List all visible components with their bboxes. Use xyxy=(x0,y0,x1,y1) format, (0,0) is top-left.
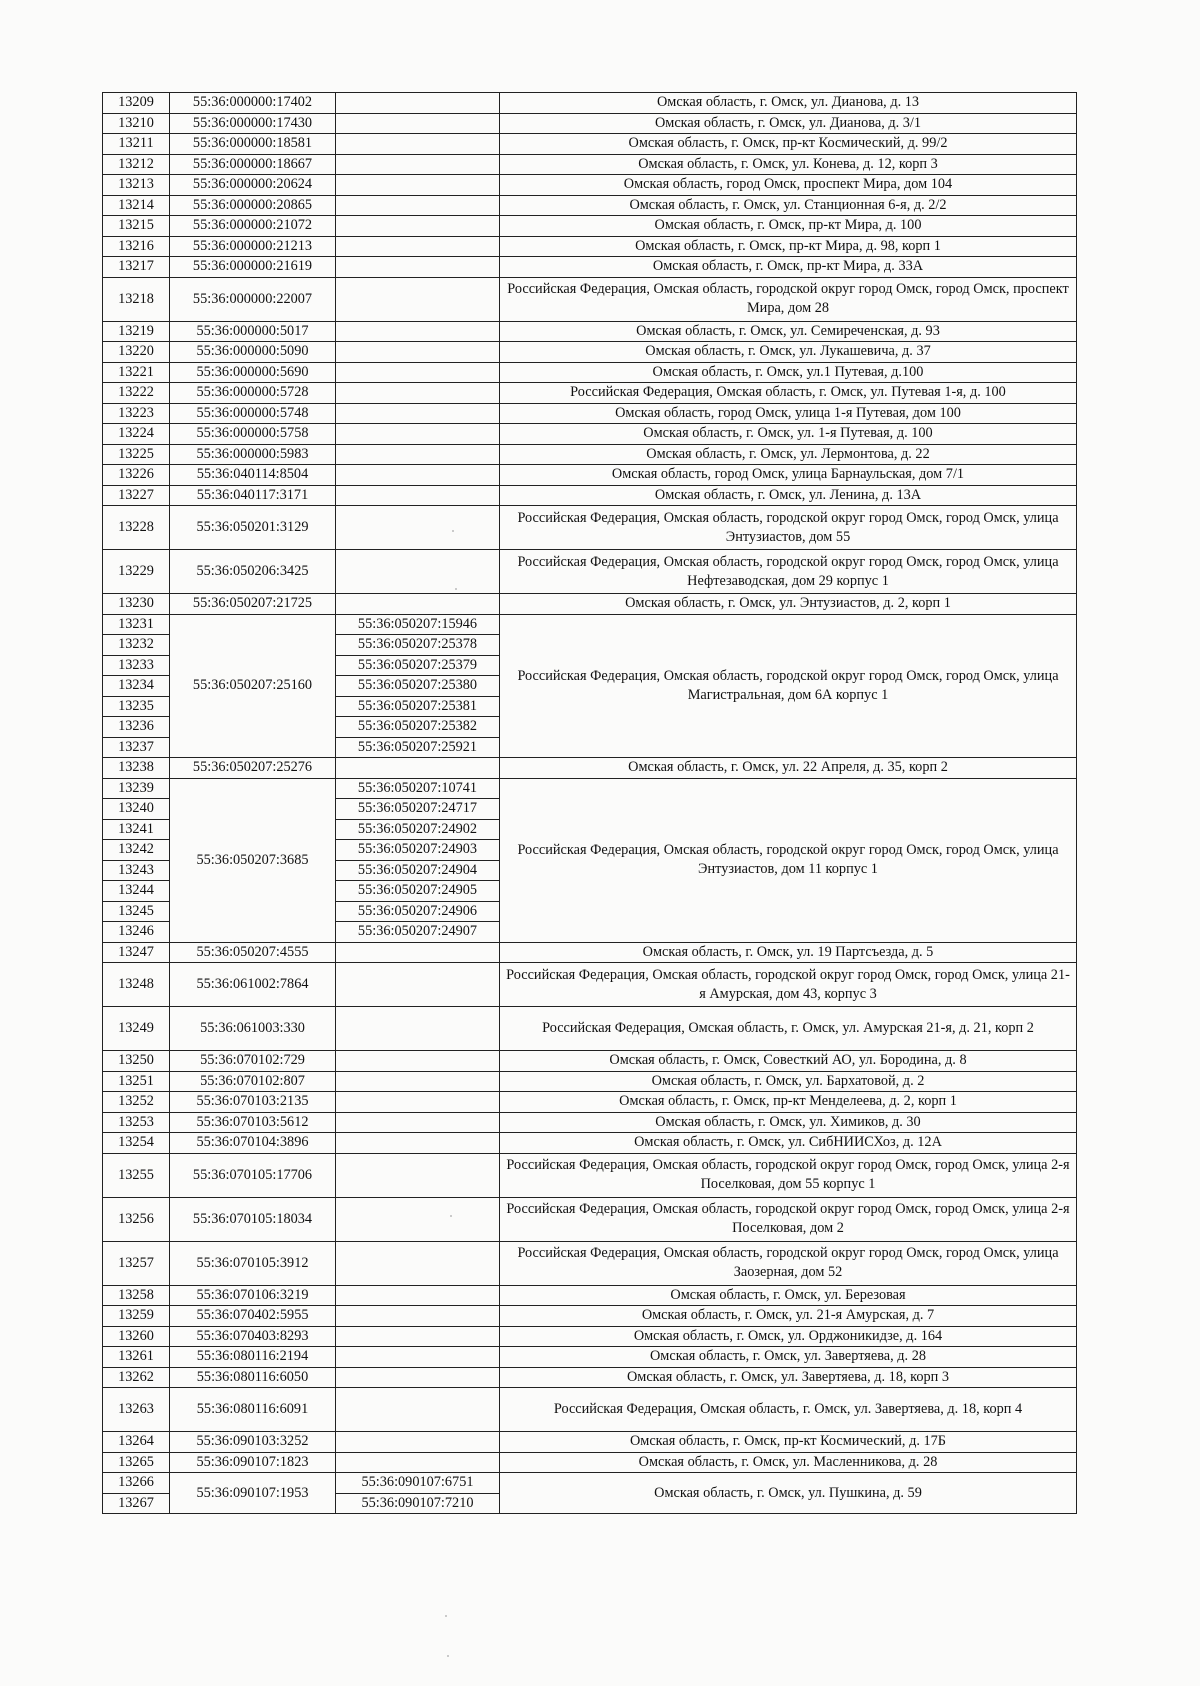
cadastral-number: 55:36:050207:4555 xyxy=(170,942,336,963)
address: Российская Федерация, Омская область, городской округ город Омск, город Омск, улица Магистральная, дом 6А корпус 1 xyxy=(500,614,1077,758)
address: Омская область, г. Омск, пр-кт Мира, д. 98, корп 1 xyxy=(500,236,1077,257)
table-row xyxy=(103,1133,1077,1154)
cadastral-number: 55:36:050207:25160 xyxy=(170,614,336,758)
sub-cadastral-number xyxy=(336,175,500,196)
address: Омская область, г. Омск, ул. Пушкина, д. 59 xyxy=(500,1473,1077,1514)
row-number: 13246 xyxy=(103,922,170,943)
table-row xyxy=(103,321,1077,342)
cadastral-number: 55:36:000000:20865 xyxy=(170,195,336,216)
address: Омская область, г. Омск, ул. Дианова, д. 13 xyxy=(500,93,1077,114)
sub-cadastral-number xyxy=(336,506,500,550)
cadastral-number: 55:36:000000:21619 xyxy=(170,257,336,278)
row-number: 13263 xyxy=(103,1388,170,1432)
address: Российская Федерация, Омская область, г. Омск, ул. Завертяева, д. 18, корп 4 xyxy=(500,1388,1077,1432)
address: Российская Федерация, Омская область, городской округ город Омск, город Омск, улица Энтузиастов, дом 11 корпус 1 xyxy=(500,778,1077,942)
cadastral-number: 55:36:040117:3171 xyxy=(170,485,336,506)
row-number: 13264 xyxy=(103,1432,170,1453)
table-row xyxy=(103,1092,1077,1113)
table-row xyxy=(103,614,1077,635)
row-number: 13222 xyxy=(103,383,170,404)
sub-cadastral-number xyxy=(336,277,500,321)
address: Омская область, г. Омск, ул. Лукашевича, д. 37 xyxy=(500,342,1077,363)
cadastral-number: 55:36:070103:5612 xyxy=(170,1112,336,1133)
table-row xyxy=(103,1241,1077,1285)
cadastral-number: 55:36:000000:21072 xyxy=(170,216,336,237)
sub-cadastral-number xyxy=(336,1112,500,1133)
address: Омская область, г. Омск, ул.1 Путевая, д.100 xyxy=(500,362,1077,383)
table-row xyxy=(103,257,1077,278)
table-row xyxy=(103,963,1077,1007)
address: Омская область, г. Омск, ул. Станционная 6-я, д. 2/2 xyxy=(500,195,1077,216)
scan-speck xyxy=(450,1215,452,1217)
sub-cadastral-number xyxy=(336,465,500,486)
row-number: 13249 xyxy=(103,1007,170,1051)
cadastral-registry-table xyxy=(102,92,1077,1514)
row-number: 13219 xyxy=(103,321,170,342)
cadastral-number: 55:36:000000:18581 xyxy=(170,134,336,155)
address: Российская Федерация, Омская область, городской округ город Омск, город Омск, улица Заозерная, дом 52 xyxy=(500,1241,1077,1285)
cadastral-number: 55:36:070106:3219 xyxy=(170,1285,336,1306)
address: Омская область, г. Омск, пр-кт Космический, д. 99/2 xyxy=(500,134,1077,155)
row-number: 13237 xyxy=(103,737,170,758)
address: Российская Федерация, Омская область, городской округ город Омск, город Омск, проспект Мира, дом 28 xyxy=(500,277,1077,321)
cadastral-number: 55:36:090107:1823 xyxy=(170,1452,336,1473)
cadastral-number: 55:36:050201:3129 xyxy=(170,506,336,550)
sub-cadastral-number: 55:36:050207:24902 xyxy=(336,819,500,840)
row-number: 13257 xyxy=(103,1241,170,1285)
sub-cadastral-number xyxy=(336,1133,500,1154)
sub-cadastral-number xyxy=(336,1432,500,1453)
sub-cadastral-number xyxy=(336,444,500,465)
cadastral-number: 55:36:000000:17402 xyxy=(170,93,336,114)
table-row xyxy=(103,1388,1077,1432)
table-row xyxy=(103,1452,1077,1473)
sub-cadastral-number: 55:36:050207:25379 xyxy=(336,655,500,676)
row-number: 13225 xyxy=(103,444,170,465)
address: Российская Федерация, Омская область, г. Омск, ул. Амурская 21-я, д. 21, корп 2 xyxy=(500,1007,1077,1051)
table-row xyxy=(103,506,1077,550)
row-number: 13226 xyxy=(103,465,170,486)
sub-cadastral-number xyxy=(336,257,500,278)
row-number: 13250 xyxy=(103,1051,170,1072)
row-number: 13216 xyxy=(103,236,170,257)
cadastral-number: 55:36:000000:18667 xyxy=(170,154,336,175)
sub-cadastral-number xyxy=(336,758,500,779)
row-number: 13266 xyxy=(103,1473,170,1494)
address: Омская область, г. Омск, Совесткий АО, ул. Бородина, д. 8 xyxy=(500,1051,1077,1072)
sub-cadastral-number xyxy=(336,1092,500,1113)
table-row xyxy=(103,550,1077,594)
cadastral-number: 55:36:070104:3896 xyxy=(170,1133,336,1154)
sub-cadastral-number xyxy=(336,1452,500,1473)
sub-cadastral-number: 55:36:050207:25378 xyxy=(336,635,500,656)
sub-cadastral-number xyxy=(336,1367,500,1388)
table-row xyxy=(103,1367,1077,1388)
table-row xyxy=(103,485,1077,506)
scan-speck xyxy=(447,1655,449,1657)
sub-cadastral-number xyxy=(336,383,500,404)
address: Омская область, город Омск, улица Барнаульская, дом 7/1 xyxy=(500,465,1077,486)
cadastral-number: 55:36:000000:5690 xyxy=(170,362,336,383)
address: Российская Федерация, Омская область, г. Омск, ул. Путевая 1-я, д. 100 xyxy=(500,383,1077,404)
table-row xyxy=(103,93,1077,114)
row-number: 13228 xyxy=(103,506,170,550)
cadastral-number: 55:36:070403:8293 xyxy=(170,1326,336,1347)
address: Омская область, г. Омск, ул. 1-я Путевая, д. 100 xyxy=(500,424,1077,445)
cadastral-number: 55:36:070402:5955 xyxy=(170,1306,336,1327)
row-number: 13215 xyxy=(103,216,170,237)
sub-cadastral-number: 55:36:050207:25380 xyxy=(336,676,500,697)
row-number: 13262 xyxy=(103,1367,170,1388)
table-row xyxy=(103,424,1077,445)
cadastral-number: 55:36:000000:5090 xyxy=(170,342,336,363)
table-row xyxy=(103,1197,1077,1241)
row-number: 13248 xyxy=(103,963,170,1007)
address: Омская область, г. Омск, ул. Орджоникидзе, д. 164 xyxy=(500,1326,1077,1347)
cadastral-number: 55:36:000000:5728 xyxy=(170,383,336,404)
sub-cadastral-number xyxy=(336,1071,500,1092)
row-number: 13251 xyxy=(103,1071,170,1092)
address: Омская область, г. Омск, ул. Масленникова, д. 28 xyxy=(500,1452,1077,1473)
address: Российская Федерация, Омская область, городской округ город Омск, город Омск, улица 2-я Поселковая, дом 55 корпус 1 xyxy=(500,1153,1077,1197)
cadastral-number: 55:36:080116:6091 xyxy=(170,1388,336,1432)
sub-cadastral-number xyxy=(336,942,500,963)
sub-cadastral-number xyxy=(336,594,500,615)
address: Омская область, г. Омск, пр-кт Мира, д. 100 xyxy=(500,216,1077,237)
address: Российская Федерация, Омская область, городской округ город Омск, город Омск, улица Энтузиастов, дом 55 xyxy=(500,506,1077,550)
scan-speck xyxy=(445,1615,447,1617)
table-row xyxy=(103,1326,1077,1347)
row-number: 13254 xyxy=(103,1133,170,1154)
sub-cadastral-number xyxy=(336,1388,500,1432)
row-number: 13240 xyxy=(103,799,170,820)
cadastral-number: 55:36:000000:5983 xyxy=(170,444,336,465)
address: Омская область, г. Омск, ул. Энтузиастов, д. 2, корп 1 xyxy=(500,594,1077,615)
table-row xyxy=(103,362,1077,383)
sub-cadastral-number xyxy=(336,154,500,175)
table-row xyxy=(103,216,1077,237)
sub-cadastral-number: 55:36:090107:6751 xyxy=(336,1473,500,1494)
table-row xyxy=(103,1432,1077,1453)
cadastral-number: 55:36:070105:3912 xyxy=(170,1241,336,1285)
table-row xyxy=(103,277,1077,321)
table-row xyxy=(103,154,1077,175)
address: Омская область, г. Омск, пр-кт Менделеева, д. 2, корп 1 xyxy=(500,1092,1077,1113)
cadastral-number: 55:36:050206:3425 xyxy=(170,550,336,594)
cadastral-number: 55:36:070105:18034 xyxy=(170,1197,336,1241)
address: Российская Федерация, Омская область, городской округ город Омск, город Омск, улица Нефтезаводская, дом 29 корпус 1 xyxy=(500,550,1077,594)
address: Омская область, г. Омск, ул. Березовая xyxy=(500,1285,1077,1306)
table-row xyxy=(103,1007,1077,1051)
cadastral-number: 55:36:040114:8504 xyxy=(170,465,336,486)
cadastral-number: 55:36:050207:25276 xyxy=(170,758,336,779)
sub-cadastral-number xyxy=(336,134,500,155)
row-number: 13253 xyxy=(103,1112,170,1133)
sub-cadastral-number xyxy=(336,195,500,216)
row-number: 13260 xyxy=(103,1326,170,1347)
row-number: 13230 xyxy=(103,594,170,615)
row-number: 13238 xyxy=(103,758,170,779)
scan-speck xyxy=(452,530,454,532)
table-row xyxy=(103,1285,1077,1306)
cadastral-number: 55:36:070102:729 xyxy=(170,1051,336,1072)
sub-cadastral-number xyxy=(336,93,500,114)
row-number: 13220 xyxy=(103,342,170,363)
row-number: 13221 xyxy=(103,362,170,383)
table-row xyxy=(103,942,1077,963)
row-number: 13239 xyxy=(103,778,170,799)
table-row xyxy=(103,1306,1077,1327)
address: Омская область, г. Омск, ул. Дианова, д. 3/1 xyxy=(500,113,1077,134)
sub-cadastral-number: 55:36:050207:25381 xyxy=(336,696,500,717)
cadastral-number: 55:36:080116:2194 xyxy=(170,1347,336,1368)
row-number: 13211 xyxy=(103,134,170,155)
cadastral-number: 55:36:000000:17430 xyxy=(170,113,336,134)
address: Омская область, г. Омск, пр-кт Мира, д. 33А xyxy=(500,257,1077,278)
sub-cadastral-number xyxy=(336,236,500,257)
address: Омская область, г. Омск, ул. Лермонтова, д. 22 xyxy=(500,444,1077,465)
address: Омская область, г. Омск, ул. СибНИИСХоз, д. 12А xyxy=(500,1133,1077,1154)
cadastral-number: 55:36:061002:7864 xyxy=(170,963,336,1007)
table-row xyxy=(103,465,1077,486)
cadastral-number: 55:36:090103:3252 xyxy=(170,1432,336,1453)
row-number: 13256 xyxy=(103,1197,170,1241)
sub-cadastral-number: 55:36:050207:15946 xyxy=(336,614,500,635)
address: Омская область, г. Омск, ул. 22 Апреля, д. 35, корп 2 xyxy=(500,758,1077,779)
row-number: 13231 xyxy=(103,614,170,635)
table-row xyxy=(103,195,1077,216)
row-number: 13233 xyxy=(103,655,170,676)
row-number: 13217 xyxy=(103,257,170,278)
sub-cadastral-number: 55:36:090107:7210 xyxy=(336,1493,500,1514)
sub-cadastral-number xyxy=(336,963,500,1007)
cadastral-number: 55:36:061003:330 xyxy=(170,1007,336,1051)
row-number: 13255 xyxy=(103,1153,170,1197)
cadastral-number: 55:36:080116:6050 xyxy=(170,1367,336,1388)
row-number: 13209 xyxy=(103,93,170,114)
row-number: 13242 xyxy=(103,840,170,861)
scan-speck xyxy=(455,588,457,590)
cadastral-number: 55:36:070105:17706 xyxy=(170,1153,336,1197)
address: Российская Федерация, Омская область, городской округ город Омск, город Омск, улица 2-я Поселковая, дом 2 xyxy=(500,1197,1077,1241)
table-row xyxy=(103,134,1077,155)
row-number: 13236 xyxy=(103,717,170,738)
cadastral-number: 55:36:000000:21213 xyxy=(170,236,336,257)
table-row xyxy=(103,778,1077,799)
cadastral-number: 55:36:000000:22007 xyxy=(170,277,336,321)
table-row xyxy=(103,1473,1077,1494)
address: Омская область, г. Омск, ул. Бархатовой, д. 2 xyxy=(500,1071,1077,1092)
table-row xyxy=(103,113,1077,134)
row-number: 13212 xyxy=(103,154,170,175)
row-number: 13234 xyxy=(103,676,170,697)
row-number: 13258 xyxy=(103,1285,170,1306)
row-number: 13214 xyxy=(103,195,170,216)
cadastral-number: 55:36:050207:21725 xyxy=(170,594,336,615)
row-number: 13218 xyxy=(103,277,170,321)
cadastral-number: 55:36:000000:5758 xyxy=(170,424,336,445)
sub-cadastral-number: 55:36:050207:10741 xyxy=(336,778,500,799)
row-number: 13213 xyxy=(103,175,170,196)
cadastral-number: 55:36:070102:807 xyxy=(170,1071,336,1092)
row-number: 13267 xyxy=(103,1493,170,1514)
sub-cadastral-number xyxy=(336,1051,500,1072)
row-number: 13227 xyxy=(103,485,170,506)
table-row xyxy=(103,1071,1077,1092)
address: Омская область, г. Омск, ул. Конева, д. 12, корп 3 xyxy=(500,154,1077,175)
table-row xyxy=(103,383,1077,404)
row-number: 13243 xyxy=(103,860,170,881)
address: Омская область, г. Омск, пр-кт Космический, д. 17Б xyxy=(500,1432,1077,1453)
sub-cadastral-number: 55:36:050207:24905 xyxy=(336,881,500,902)
table-row xyxy=(103,403,1077,424)
table-row xyxy=(103,1347,1077,1368)
sub-cadastral-number: 55:36:050207:24907 xyxy=(336,922,500,943)
table-row xyxy=(103,594,1077,615)
sub-cadastral-number xyxy=(336,403,500,424)
table-row xyxy=(103,758,1077,779)
cadastral-number: 55:36:050207:3685 xyxy=(170,778,336,942)
cadastral-number: 55:36:000000:5017 xyxy=(170,321,336,342)
cadastral-number: 55:36:090107:1953 xyxy=(170,1473,336,1514)
table-row xyxy=(103,1153,1077,1197)
address: Омская область, г. Омск, ул. 21-я Амурская, д. 7 xyxy=(500,1306,1077,1327)
sub-cadastral-number xyxy=(336,321,500,342)
address: Российская Федерация, Омская область, городской округ город Омск, город Омск, улица 21-я Амурская, дом 43, корпус 3 xyxy=(500,963,1077,1007)
sub-cadastral-number xyxy=(336,424,500,445)
sub-cadastral-number xyxy=(336,362,500,383)
cadastral-number: 55:36:000000:5748 xyxy=(170,403,336,424)
row-number: 13261 xyxy=(103,1347,170,1368)
sub-cadastral-number xyxy=(336,1197,500,1241)
row-number: 13252 xyxy=(103,1092,170,1113)
row-number: 13210 xyxy=(103,113,170,134)
row-number: 13223 xyxy=(103,403,170,424)
sub-cadastral-number: 55:36:050207:24906 xyxy=(336,901,500,922)
row-number: 13241 xyxy=(103,819,170,840)
sub-cadastral-number xyxy=(336,1347,500,1368)
address: Омская область, г. Омск, ул. Завертяева, д. 18, корп 3 xyxy=(500,1367,1077,1388)
sub-cadastral-number xyxy=(336,113,500,134)
row-number: 13247 xyxy=(103,942,170,963)
sub-cadastral-number: 55:36:050207:24904 xyxy=(336,860,500,881)
row-number: 13245 xyxy=(103,901,170,922)
table-row xyxy=(103,1112,1077,1133)
sub-cadastral-number xyxy=(336,550,500,594)
sub-cadastral-number: 55:36:050207:24717 xyxy=(336,799,500,820)
cadastral-number: 55:36:070103:2135 xyxy=(170,1092,336,1113)
row-number: 13244 xyxy=(103,881,170,902)
address: Омская область, г. Омск, ул. Завертяева, д. 28 xyxy=(500,1347,1077,1368)
sub-cadastral-number: 55:36:050207:25382 xyxy=(336,717,500,738)
row-number: 13224 xyxy=(103,424,170,445)
table-row xyxy=(103,1051,1077,1072)
table-row xyxy=(103,444,1077,465)
address: Омская область, город Омск, улица 1-я Путевая, дом 100 xyxy=(500,403,1077,424)
sub-cadastral-number: 55:36:050207:24903 xyxy=(336,840,500,861)
cadastral-number: 55:36:000000:20624 xyxy=(170,175,336,196)
sub-cadastral-number xyxy=(336,1153,500,1197)
row-number: 13265 xyxy=(103,1452,170,1473)
sub-cadastral-number xyxy=(336,1285,500,1306)
table-row xyxy=(103,342,1077,363)
sub-cadastral-number: 55:36:050207:25921 xyxy=(336,737,500,758)
sub-cadastral-number xyxy=(336,1326,500,1347)
table-row xyxy=(103,175,1077,196)
address: Омская область, г. Омск, ул. Семиреченская, д. 93 xyxy=(500,321,1077,342)
sub-cadastral-number xyxy=(336,485,500,506)
sub-cadastral-number xyxy=(336,1306,500,1327)
table-row xyxy=(103,236,1077,257)
sub-cadastral-number xyxy=(336,1241,500,1285)
address: Омская область, г. Омск, ул. Химиков, д. 30 xyxy=(500,1112,1077,1133)
row-number: 13235 xyxy=(103,696,170,717)
address: Омская область, город Омск, проспект Мира, дом 104 xyxy=(500,175,1077,196)
sub-cadastral-number xyxy=(336,216,500,237)
row-number: 13229 xyxy=(103,550,170,594)
row-number: 13232 xyxy=(103,635,170,656)
row-number: 13259 xyxy=(103,1306,170,1327)
sub-cadastral-number xyxy=(336,1007,500,1051)
address: Омская область, г. Омск, ул. Ленина, д. 13А xyxy=(500,485,1077,506)
sub-cadastral-number xyxy=(336,342,500,363)
address: Омская область, г. Омск, ул. 19 Партсъезда, д. 5 xyxy=(500,942,1077,963)
